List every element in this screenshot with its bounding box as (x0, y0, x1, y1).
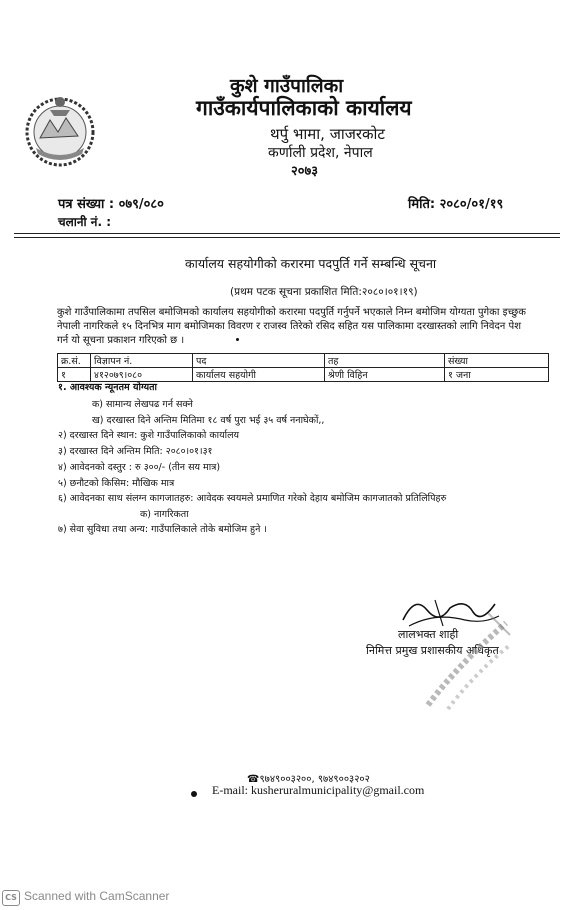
requirement-item: ७) सेवा सुविधा तथा अन्य: गाउँपालिकाले तोके बमोजिम हुने । (58, 524, 267, 535)
camscanner-watermark: Scanned with CamScanner (24, 889, 170, 903)
municipality-name: कुशे गाउँपालिका (230, 75, 344, 97)
requirement-item: ४) आवेदनको दस्तुर : रु ३००/- (तीन सय मात्र) (58, 462, 221, 473)
province-country: कर्णाली प्रदेश, नेपाल (268, 145, 373, 161)
office-name: गाउँकार्यपालिकाको कार्यालय (196, 96, 412, 120)
table-header-row (58, 354, 549, 368)
requirement-item: ५) छनौटको किसिम: मौखिक मात्र (58, 478, 175, 489)
header-divider (14, 233, 560, 234)
signatory-designation: निमित्त प्रमुख प्रशासकीय अधिकृत (366, 644, 499, 657)
signatory-name: लालभक्त शाही (398, 628, 459, 641)
letter-number: पत्र संख्या : ०७९/०८० (58, 197, 164, 212)
nepal-government-emblem-icon (20, 90, 100, 172)
table-cell: १ (58, 368, 91, 382)
requirement-heading: १. आवश्यक न्यूनतम योग्यता (58, 382, 158, 393)
ink-dot (236, 338, 239, 341)
table-header-cell: पद (193, 354, 325, 368)
office-address: थर्पु भामा, जाजरकोट (270, 125, 385, 143)
establishment-year: २०७३ (291, 164, 319, 179)
table-cell: श्रेणी विहिन (325, 368, 445, 382)
bullet-icon (191, 791, 197, 797)
table-header-cell: विज्ञापन नं. (91, 354, 193, 368)
requirement-item: क) नागरिकता (140, 509, 189, 520)
table-header-cell: संख्या (445, 354, 549, 368)
notice-body-line: नेपाली नागरिकले १५ दिनभित्र माग बमोजिमका विवरण र राजस्व तिरेको रसिद सहित यस पालिकामा दरखास्तको लागि निवेदन पेश (57, 321, 521, 332)
requirement-item: २) दरखास्त दिने स्थान: कुशे गाउँपालिकाको कार्यालय (58, 430, 240, 441)
table-header-cell: क्र.सं. (58, 354, 91, 368)
table-cell: ४१२०७९।०८० (91, 368, 193, 382)
notice-title: कार्यालय सहयोगीको करारमा पदपुर्ति गर्ने सम्बन्धि सूचना (185, 256, 437, 271)
contact-email: E-mail: kusheruralmunicipality@gmail.com (212, 783, 425, 797)
requirement-item: ख) दरखास्त दिने अन्तिम मितिमा १८ वर्ष पुरा भई ३५ वर्ष ननाघेकों,, (92, 415, 325, 426)
header-divider-thin (14, 237, 560, 238)
vacancy-table (57, 353, 549, 382)
notice-body-line: कुशे गाउँपालिकामा तपसिल बमोजिमको कार्यालय सहयोगीको करारमा पदपुर्ति गर्नुपर्ने भएकाले निम्न बमोजिम योग्यता पुगेका इच्छुक (57, 307, 526, 318)
notice-subtitle: (प्रथम पटक सूचना प्रकाशित मिति:२०८०।०१।१९) (230, 286, 418, 298)
letter-date: मिति: २०८०/०१/१९ (408, 197, 504, 212)
requirement-item: ६) आवेदनका साथ संलग्न कागजातहरु: आवेदक स्वयमले प्रमाणित गरेको देहाय बमोजिम कागजातको प्रतिलिपिहरु (58, 493, 447, 504)
contact-phone: ☎९७४९००३२००, ९७४९००३२०२ (247, 774, 370, 785)
table-header-cell: तह (325, 354, 445, 368)
notice-body-line: गर्न यो सूचना प्रकाशन गरिएको छ । (57, 335, 185, 346)
table-cell: कार्यालय सहयोगी (193, 368, 325, 382)
official-stamp-icon (418, 605, 513, 710)
notice-body (57, 306, 555, 348)
requirement-item: ३) दरखास्त दिने अन्तिम मिति: २०८०।०१।३१ (58, 446, 213, 457)
requirement-item: क) सामान्य लेखपढ गर्न सक्ने (92, 399, 193, 410)
camscanner-logo-icon: CS (2, 890, 20, 906)
table-cell: १ जना (445, 368, 549, 382)
dispatch-number: चलानी नं. : (58, 215, 112, 229)
